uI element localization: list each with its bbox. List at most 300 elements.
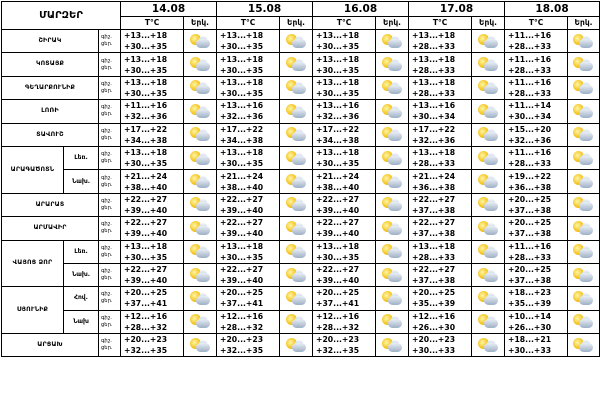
sky-cell	[280, 310, 313, 333]
sky-cell	[280, 193, 313, 216]
sky-cell	[568, 193, 600, 216]
cloud-shape	[196, 202, 210, 211]
temperature-range: +13...+18 +30...+35	[313, 76, 376, 99]
sun-behind-cloud-icon	[477, 337, 500, 354]
cloud-shape	[196, 62, 210, 71]
temperature-range: +22...+27 +39...+40	[121, 263, 184, 286]
sun-behind-cloud-icon	[189, 103, 212, 120]
sun-behind-cloud-icon	[285, 33, 308, 50]
temperature-range: +18...+21 +30...+33	[505, 334, 568, 357]
temperature-range: +18...+23 +35...+39	[505, 287, 568, 310]
temp-unit-header: T°C	[313, 17, 376, 30]
sun-behind-cloud-icon	[477, 150, 500, 167]
sky-header: Երկ.	[184, 17, 217, 30]
temperature-range: +22...+27 +39...+40	[217, 263, 280, 286]
period-labels	[99, 310, 121, 333]
period-labels	[99, 193, 121, 216]
temperature-range: +13...+18 +30...+35	[313, 146, 376, 169]
cloud-shape	[196, 132, 210, 141]
sky-cell	[376, 123, 409, 146]
temperature-range: +22...+27 +39...+40	[217, 217, 280, 240]
sun-behind-cloud-icon	[572, 103, 595, 120]
temperature-range: +13...+16 +30...+34	[409, 100, 472, 123]
sun-behind-cloud-icon	[572, 337, 595, 354]
region-name: ՇԻՐԱԿ	[2, 30, 99, 53]
region-name: ՍՅՈՒՆԻՔ	[2, 287, 64, 334]
zone-label: Նախ	[64, 310, 99, 333]
sky-cell	[376, 193, 409, 216]
sky-cell	[280, 53, 313, 76]
period-day: ցեր.	[101, 87, 113, 94]
sun-behind-cloud-icon	[285, 103, 308, 120]
period-day: ցեր.	[101, 345, 113, 352]
cloud-shape	[196, 296, 210, 305]
region-name: ԱՐԱԳԱԾՈՏՆ	[2, 146, 64, 193]
temperature-range: +22...+27 +37...+38	[409, 263, 472, 286]
sun-behind-cloud-icon	[477, 267, 500, 284]
temperature-range: +13...+18 +30...+35	[217, 240, 280, 263]
temperature-range: +20...+25 +37...+41	[313, 287, 376, 310]
period-night: գիշ.	[101, 151, 112, 158]
cloud-shape	[292, 39, 306, 48]
table-row	[2, 310, 600, 333]
cloud-shape	[579, 85, 593, 94]
cloud-shape	[388, 249, 402, 258]
temperature-range: +17...+22 +32...+36	[409, 123, 472, 146]
sun-behind-cloud-icon	[285, 313, 308, 330]
sun-behind-cloud-icon	[189, 337, 212, 354]
cloud-shape	[292, 343, 306, 352]
sky-cell	[184, 217, 217, 240]
period-day: ցեր.	[101, 41, 113, 48]
temperature-range: +13...+18 +30...+35	[121, 53, 184, 76]
temperature-range: +13...+18 +28...+33	[409, 146, 472, 169]
sun-behind-cloud-icon	[477, 220, 500, 237]
temperature-range: +13...+18 +30...+35	[313, 53, 376, 76]
sun-behind-cloud-icon	[572, 126, 595, 143]
sun-behind-cloud-icon	[572, 56, 595, 73]
period-day: ցեր.	[101, 275, 113, 282]
cloud-shape	[292, 273, 306, 282]
sun-behind-cloud-icon	[381, 196, 404, 213]
sky-cell	[472, 263, 505, 286]
sun-behind-cloud-icon	[189, 243, 212, 260]
sun-behind-cloud-icon	[285, 243, 308, 260]
cloud-shape	[484, 156, 498, 165]
period-night: գիշ.	[101, 338, 112, 345]
sky-cell	[472, 30, 505, 53]
temperature-range: +20...+23 +30...+33	[409, 334, 472, 357]
period-labels	[99, 263, 121, 286]
sky-cell	[376, 170, 409, 193]
sky-cell	[568, 217, 600, 240]
sky-cell	[376, 263, 409, 286]
sky-cell	[472, 287, 505, 310]
table-row	[2, 263, 600, 286]
cloud-shape	[579, 109, 593, 118]
period-day: ցեր.	[101, 321, 113, 328]
temperature-range: +13...+16 +32...+36	[217, 100, 280, 123]
cloud-shape	[196, 179, 210, 188]
temperature-range: +13...+18 +30...+35	[121, 30, 184, 53]
temperature-range: +13...+18 +30...+35	[313, 30, 376, 53]
sun-behind-cloud-icon	[189, 313, 212, 330]
cloud-shape	[579, 156, 593, 165]
zone-label: Լեռ.	[64, 146, 99, 169]
sky-cell	[568, 170, 600, 193]
sky-cell	[184, 170, 217, 193]
sky-cell	[376, 100, 409, 123]
sky-cell	[280, 30, 313, 53]
sky-cell	[568, 30, 600, 53]
sun-behind-cloud-icon	[381, 150, 404, 167]
sun-behind-cloud-icon	[189, 79, 212, 96]
temperature-range: +20...+25 +37...+38	[505, 193, 568, 216]
cloud-shape	[292, 179, 306, 188]
temperature-range: +22...+27 +39...+40	[313, 263, 376, 286]
temperature-range: +20...+25 +37...+41	[217, 287, 280, 310]
sun-behind-cloud-icon	[189, 173, 212, 190]
date-header: 16.08	[313, 2, 409, 17]
cloud-shape	[579, 273, 593, 282]
sun-behind-cloud-icon	[381, 56, 404, 73]
sky-cell	[568, 146, 600, 169]
temperature-range: +21...+24 +38...+40	[313, 170, 376, 193]
sky-cell	[568, 334, 600, 357]
temperature-range: +13...+18 +30...+35	[121, 76, 184, 99]
temperature-range: +11...+16 +32...+36	[121, 100, 184, 123]
sky-header: Երկ.	[376, 17, 409, 30]
sky-cell	[472, 170, 505, 193]
temperature-range: +10...+14 +26...+30	[505, 310, 568, 333]
cloud-shape	[579, 296, 593, 305]
period-day: ցեր.	[101, 111, 113, 118]
temperature-range: +17...+22 +34...+38	[217, 123, 280, 146]
sky-cell	[184, 30, 217, 53]
sky-cell	[280, 170, 313, 193]
table-row	[2, 217, 600, 240]
cloud-shape	[579, 319, 593, 328]
cloud-shape	[292, 249, 306, 258]
temperature-range: +20...+25 +35...+39	[409, 287, 472, 310]
temperature-range: +21...+24 +36...+38	[409, 170, 472, 193]
sky-cell	[184, 310, 217, 333]
period-night: գիշ.	[101, 174, 112, 181]
period-labels	[99, 146, 121, 169]
temperature-range: +22...+27 +39...+40	[121, 217, 184, 240]
sky-cell	[184, 334, 217, 357]
date-header: 18.08	[505, 2, 600, 17]
cloud-shape	[579, 179, 593, 188]
sky-cell	[376, 217, 409, 240]
sky-cell	[472, 310, 505, 333]
table-row	[2, 287, 600, 310]
sky-cell	[184, 146, 217, 169]
sky-cell	[280, 240, 313, 263]
table-row	[2, 76, 600, 99]
cloud-shape	[484, 39, 498, 48]
cloud-shape	[579, 343, 593, 352]
sky-cell	[568, 76, 600, 99]
sun-behind-cloud-icon	[189, 267, 212, 284]
sky-cell	[568, 310, 600, 333]
cloud-shape	[196, 249, 210, 258]
sun-behind-cloud-icon	[572, 79, 595, 96]
sun-behind-cloud-icon	[477, 173, 500, 190]
sky-cell	[472, 240, 505, 263]
temperature-range: +20...+25 +37...+41	[121, 287, 184, 310]
period-night: գիշ.	[101, 291, 112, 298]
period-labels	[99, 170, 121, 193]
sun-behind-cloud-icon	[285, 79, 308, 96]
sky-cell	[568, 123, 600, 146]
zone-label: Հով.	[64, 287, 99, 310]
temperature-range: +13...+18 +28...+33	[409, 240, 472, 263]
temperature-range: +21...+24 +38...+40	[217, 170, 280, 193]
cloud-shape	[292, 202, 306, 211]
table-row	[2, 193, 600, 216]
cloud-shape	[196, 109, 210, 118]
sun-behind-cloud-icon	[477, 243, 500, 260]
temperature-range: +13...+18 +28...+33	[409, 30, 472, 53]
cloud-shape	[484, 226, 498, 235]
temperature-range: +20...+23 +32...+35	[217, 334, 280, 357]
cloud-shape	[196, 319, 210, 328]
sun-behind-cloud-icon	[477, 290, 500, 307]
period-day: ցեր.	[101, 228, 113, 235]
cloud-shape	[388, 319, 402, 328]
zone-label: Նախ.	[64, 170, 99, 193]
zone-label: Լեռ.	[64, 240, 99, 263]
cloud-shape	[579, 132, 593, 141]
temperature-range: +13...+18 +28...+33	[409, 53, 472, 76]
temperature-range: +17...+22 +34...+38	[121, 123, 184, 146]
sky-cell	[280, 146, 313, 169]
temperature-range: +22...+27 +37...+38	[409, 193, 472, 216]
sun-behind-cloud-icon	[189, 220, 212, 237]
period-night: գիշ.	[101, 244, 112, 251]
date-header: 17.08	[409, 2, 505, 17]
sun-behind-cloud-icon	[572, 220, 595, 237]
sky-cell	[184, 240, 217, 263]
sky-cell	[184, 76, 217, 99]
sky-cell	[568, 100, 600, 123]
table-row	[2, 240, 600, 263]
sun-behind-cloud-icon	[189, 196, 212, 213]
sky-cell	[568, 287, 600, 310]
sun-behind-cloud-icon	[477, 79, 500, 96]
region-name: ԱՐԱՐԱՏ	[2, 193, 99, 216]
sun-behind-cloud-icon	[381, 267, 404, 284]
cloud-shape	[196, 156, 210, 165]
sky-cell	[280, 263, 313, 286]
cloud-shape	[388, 62, 402, 71]
temperature-range: +13...+18 +30...+35	[217, 76, 280, 99]
cloud-shape	[292, 226, 306, 235]
sun-behind-cloud-icon	[572, 173, 595, 190]
period-labels	[99, 287, 121, 310]
sun-behind-cloud-icon	[381, 313, 404, 330]
cloud-shape	[484, 85, 498, 94]
sun-behind-cloud-icon	[477, 56, 500, 73]
temperature-range: +22...+27 +39...+40	[313, 193, 376, 216]
temperature-range: +22...+27 +39...+40	[313, 217, 376, 240]
sun-behind-cloud-icon	[381, 173, 404, 190]
period-night: գիշ.	[101, 268, 112, 275]
cloud-shape	[388, 296, 402, 305]
sun-behind-cloud-icon	[189, 126, 212, 143]
period-night: գիշ.	[101, 80, 112, 87]
period-labels	[99, 100, 121, 123]
forecast-table	[1, 1, 600, 357]
period-night: գիշ.	[101, 34, 112, 41]
cloud-shape	[196, 273, 210, 282]
cloud-shape	[579, 202, 593, 211]
period-labels	[99, 217, 121, 240]
region-name: ԱՐՄԱՎԻՐ	[2, 217, 99, 240]
sun-behind-cloud-icon	[285, 267, 308, 284]
temperature-range: +17...+22 +34...+38	[313, 123, 376, 146]
sun-behind-cloud-icon	[572, 313, 595, 330]
period-labels	[99, 53, 121, 76]
temperature-range: +15...+20 +32...+36	[505, 123, 568, 146]
cloud-shape	[388, 156, 402, 165]
cloud-shape	[196, 226, 210, 235]
sky-cell	[472, 53, 505, 76]
table-row	[2, 170, 600, 193]
cloud-shape	[388, 202, 402, 211]
sky-cell	[280, 76, 313, 99]
cloud-shape	[292, 319, 306, 328]
cloud-shape	[484, 179, 498, 188]
cloud-shape	[196, 85, 210, 94]
temp-unit-header: T°C	[121, 17, 184, 30]
cloud-shape	[196, 343, 210, 352]
cloud-shape	[388, 85, 402, 94]
cloud-shape	[579, 39, 593, 48]
cloud-shape	[292, 109, 306, 118]
date-header: 15.08	[217, 2, 313, 17]
temperature-range: +13...+18 +28...+33	[409, 76, 472, 99]
cloud-shape	[579, 62, 593, 71]
cloud-shape	[388, 179, 402, 188]
temperature-range: +11...+16 +28...+33	[505, 53, 568, 76]
temperature-range: +22...+27 +37...+38	[409, 217, 472, 240]
region-name: ԿՈՏԱՅՔ	[2, 53, 99, 76]
cloud-shape	[292, 296, 306, 305]
date-header: 14.08	[121, 2, 217, 17]
sky-cell	[376, 287, 409, 310]
sun-behind-cloud-icon	[381, 337, 404, 354]
temperature-range: +13...+18 +30...+35	[217, 30, 280, 53]
temperature-range: +11...+16 +28...+33	[505, 240, 568, 263]
sky-header: Երկ.	[280, 17, 313, 30]
temperature-range: +11...+16 +28...+33	[505, 146, 568, 169]
period-night: գիշ.	[101, 221, 112, 228]
cloud-shape	[484, 62, 498, 71]
period-day: ցեր.	[101, 204, 113, 211]
period-night: գիշ.	[101, 127, 112, 134]
sky-cell	[568, 53, 600, 76]
temperature-range: +11...+16 +28...+33	[505, 76, 568, 99]
sky-cell	[280, 334, 313, 357]
sky-cell	[376, 240, 409, 263]
temperature-range: +19...+22 +36...+38	[505, 170, 568, 193]
temperature-range: +20...+25 +37...+38	[505, 217, 568, 240]
temperature-range: +11...+14 +30...+34	[505, 100, 568, 123]
table-row	[2, 334, 600, 357]
sky-cell	[472, 217, 505, 240]
sun-behind-cloud-icon	[572, 150, 595, 167]
forecast-body	[2, 30, 600, 357]
sun-behind-cloud-icon	[572, 196, 595, 213]
region-name: ՎԱՅՈՑ ՁՈՐ	[2, 240, 64, 287]
sun-behind-cloud-icon	[381, 103, 404, 120]
sun-behind-cloud-icon	[381, 126, 404, 143]
cloud-shape	[579, 249, 593, 258]
temperature-range: +12...+16 +28...+32	[217, 310, 280, 333]
sun-behind-cloud-icon	[285, 173, 308, 190]
period-night: գիշ.	[101, 104, 112, 111]
sky-cell	[568, 263, 600, 286]
sky-cell	[472, 146, 505, 169]
temperature-range: +20...+23 +32...+35	[313, 334, 376, 357]
cloud-shape	[388, 39, 402, 48]
cloud-shape	[484, 343, 498, 352]
sun-behind-cloud-icon	[381, 220, 404, 237]
temperature-range: +20...+23 +32...+35	[121, 334, 184, 357]
sun-behind-cloud-icon	[285, 56, 308, 73]
cloud-shape	[292, 132, 306, 141]
table-row	[2, 53, 600, 76]
temperature-range: +20...+25 +37...+38	[505, 263, 568, 286]
temperature-range: +13...+18 +30...+35	[121, 240, 184, 263]
sun-behind-cloud-icon	[285, 290, 308, 307]
period-day: ցեր.	[101, 158, 113, 165]
sun-behind-cloud-icon	[189, 56, 212, 73]
sky-cell	[376, 30, 409, 53]
sky-cell	[184, 287, 217, 310]
cloud-shape	[292, 156, 306, 165]
cloud-shape	[292, 85, 306, 94]
sun-behind-cloud-icon	[572, 290, 595, 307]
period-labels	[99, 334, 121, 357]
sun-behind-cloud-icon	[477, 126, 500, 143]
period-day: ցեր.	[101, 298, 113, 305]
period-night: գիշ.	[101, 57, 112, 64]
table-row	[2, 146, 600, 169]
temperature-range: +21...+24 +38...+40	[121, 170, 184, 193]
table-row	[2, 123, 600, 146]
sky-cell	[280, 100, 313, 123]
sky-cell	[472, 334, 505, 357]
sun-behind-cloud-icon	[189, 150, 212, 167]
sky-cell	[184, 100, 217, 123]
period-labels	[99, 240, 121, 263]
cloud-shape	[484, 109, 498, 118]
region-name: ԱՐՑԱԽ	[2, 334, 99, 357]
sun-behind-cloud-icon	[285, 150, 308, 167]
table-row	[2, 30, 600, 53]
period-day: ցեր.	[101, 134, 113, 141]
period-labels	[99, 76, 121, 99]
period-night: գիշ.	[101, 197, 112, 204]
sun-behind-cloud-icon	[381, 290, 404, 307]
temperature-range: +13...+18 +30...+35	[217, 146, 280, 169]
sky-cell	[376, 76, 409, 99]
period-labels	[99, 30, 121, 53]
temperature-range: +12...+16 +28...+32	[313, 310, 376, 333]
